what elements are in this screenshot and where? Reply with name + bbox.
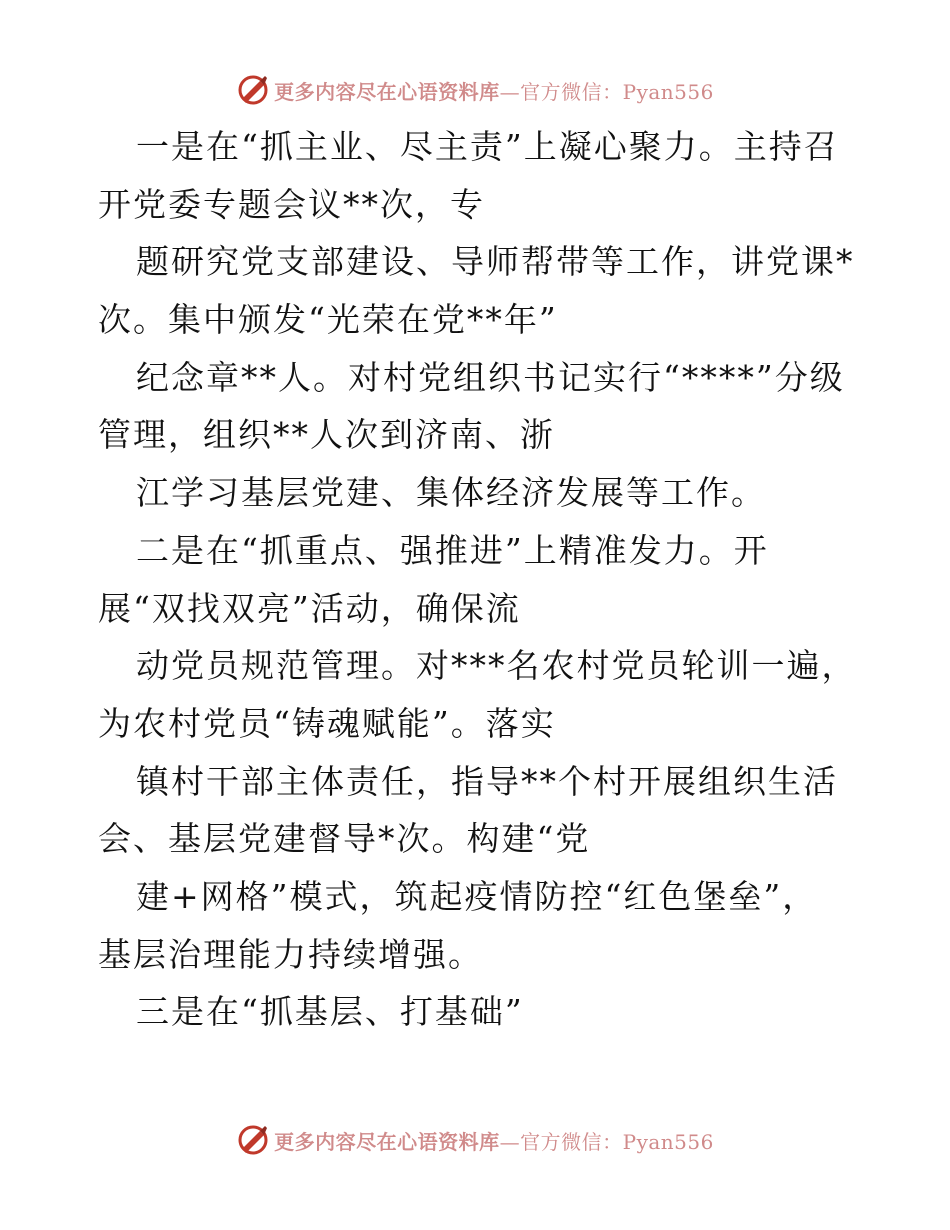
pen-logo-icon bbox=[236, 1123, 270, 1157]
header-banner bbox=[0, 70, 950, 110]
document-body bbox=[98, 118, 858, 1041]
body-line: 江学习基层党建、集体经济发展等工作。 bbox=[136, 473, 766, 513]
body-line: 建+网格”模式，筑起疫情防控“红色堡垒”， bbox=[136, 876, 818, 916]
banner-wechat-text: 官方微信：Pyan556 bbox=[520, 79, 714, 104]
body-line: 为农村党员“铸魂赋能”。落实 bbox=[98, 703, 556, 743]
footer-banner bbox=[0, 1120, 950, 1160]
banner-text bbox=[274, 1126, 714, 1155]
body-line: 动党员规范管理。对***名农村党员轮训一遍， bbox=[136, 646, 857, 686]
banner-site-text: 更多内容尽在心语资料库 bbox=[274, 79, 500, 104]
body-line: 二是在“抓重点、强推进”上精准发力。开 bbox=[136, 530, 769, 570]
body-line: 一是在“抓主业、尽主责”上凝心聚力。主持召 bbox=[136, 127, 839, 166]
body-line: 三是在“抓基层、打基础” bbox=[136, 992, 524, 1032]
banner-dash: — bbox=[499, 1129, 521, 1154]
body-line: 镇村干部主体责任，指导**个村开展组织生活 bbox=[136, 761, 838, 801]
body-line: 管理，组织**人次到济南、浙 bbox=[98, 415, 555, 455]
banner-dash: — bbox=[499, 79, 521, 104]
body-line: 基层治理能力持续增强。 bbox=[98, 934, 483, 974]
body-line: 纪念章**人。对村党组织书记实行“****”分级 bbox=[136, 357, 845, 397]
body-line: 次。集中颁发“光荣在党**年” bbox=[98, 300, 558, 340]
body-line: 会、基层党建督导*次。构建“党 bbox=[98, 819, 591, 859]
body-line: 题研究党支部建设、导师帮带等工作，讲党课* bbox=[136, 242, 855, 282]
banner-site-text: 更多内容尽在心语资料库 bbox=[274, 1129, 500, 1154]
body-line: 展“双找双亮”活动，确保流 bbox=[98, 588, 521, 628]
banner-text bbox=[274, 76, 714, 105]
pen-logo-icon bbox=[236, 73, 270, 107]
body-line: 开党委专题会议**次，专 bbox=[98, 184, 485, 224]
banner-wechat-text: 官方微信：Pyan556 bbox=[520, 1129, 714, 1154]
